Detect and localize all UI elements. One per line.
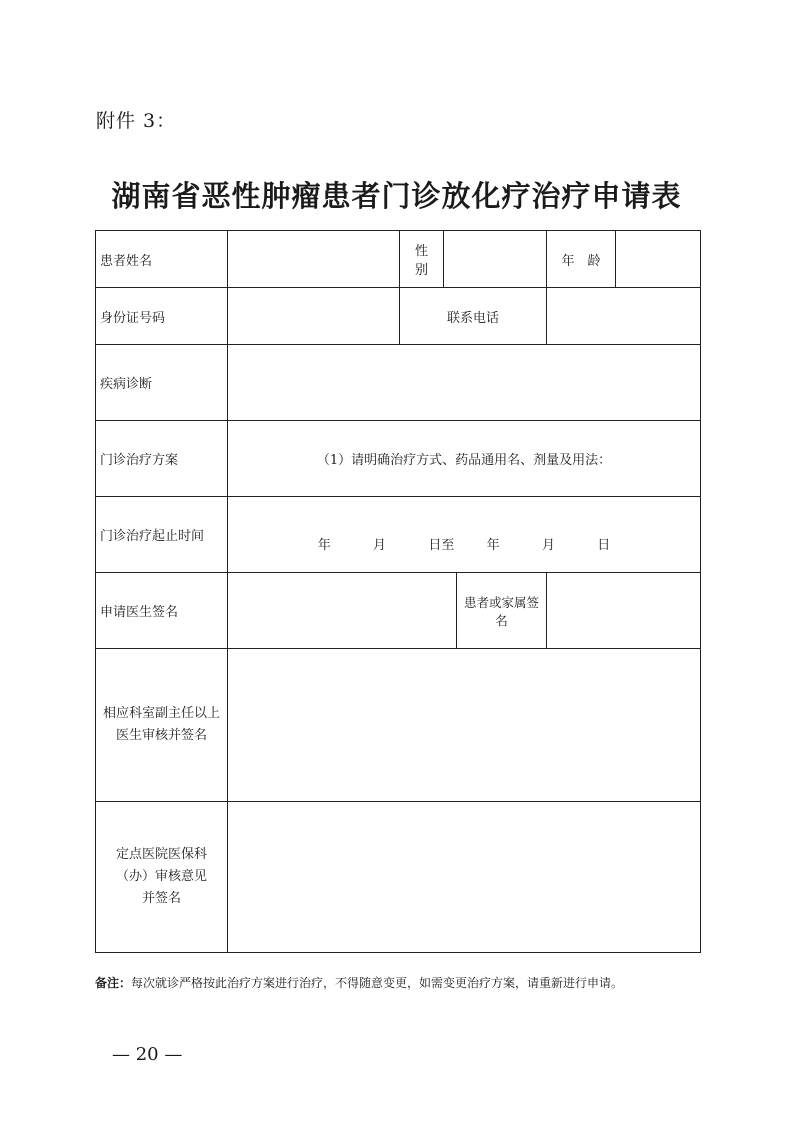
treatment-plan-label: 门诊治疗方案 [96,421,228,497]
insurance-review-label [96,802,228,953]
insurance-review-field[interactable] [228,802,701,953]
insurance-review-label-line2: （办）审核意见 [115,869,207,884]
period-month-start: 月 [373,538,387,553]
period-year-end: 年 [486,538,500,553]
diagnosis-label: 疾病诊断 [96,345,228,421]
treatment-period-label: 门诊治疗起止时间 [96,497,228,573]
id-number-label: 身份证号码 [96,288,228,345]
footnote-prefix: 备注： [95,976,132,990]
id-number-field[interactable] [228,288,400,345]
form-title: 湖南省恶性肿瘤患者门诊放化疗治疗申请表 [111,179,682,213]
department-review-label-line1: 相应科室副主任以上 [102,706,220,721]
row-department-review [96,649,701,802]
patient-name-label: 患者姓名 [96,231,228,288]
diagnosis-field[interactable] [228,345,701,421]
period-year-start: 年 [317,538,331,553]
period-day-end: 日 [597,538,611,553]
department-review-label [96,649,228,802]
footnote [95,974,623,991]
patient-signature-field[interactable] [547,573,701,649]
row-patient-info [96,231,701,288]
insurance-review-label-line1: 定点医院医保科 [115,847,207,862]
row-insurance-review [96,802,701,953]
gender-label: 性 别 [400,231,444,288]
treatment-plan-field[interactable]: （1）请明确治疗方式、药品通用名、剂量及用法： [228,421,701,497]
row-treatment-period [96,497,701,573]
doctor-signature-field[interactable] [228,573,457,649]
age-field[interactable] [616,231,701,288]
row-treatment-plan [96,421,701,497]
phone-field[interactable] [547,288,701,345]
department-review-field[interactable] [228,649,701,802]
page-number: — 20 — [112,1044,183,1065]
period-day-to: 日至 [428,538,455,553]
footnote-text: 每次就诊严格按此治疗方案进行治疗，不得随意变更，如需变更治疗方案，请重新进行申请。 [131,976,624,990]
phone-label: 联系电话 [400,288,547,345]
period-month-end: 月 [541,538,555,553]
patient-name-field[interactable] [228,231,400,288]
row-diagnosis [96,345,701,421]
insurance-review-label-line3: 并签名 [141,891,181,906]
age-label: 年 龄 [547,231,616,288]
application-form-table [95,230,701,953]
treatment-period-field[interactable] [228,497,701,573]
attachment-label: 附件 3： [96,110,177,132]
row-id-phone [96,288,701,345]
gender-field[interactable] [444,231,547,288]
patient-signature-label: 患者或家属签名 [457,573,547,649]
row-signatures [96,573,701,649]
doctor-signature-label: 申请医生签名 [96,573,228,649]
department-review-label-line2: 医生审核并签名 [115,728,207,743]
